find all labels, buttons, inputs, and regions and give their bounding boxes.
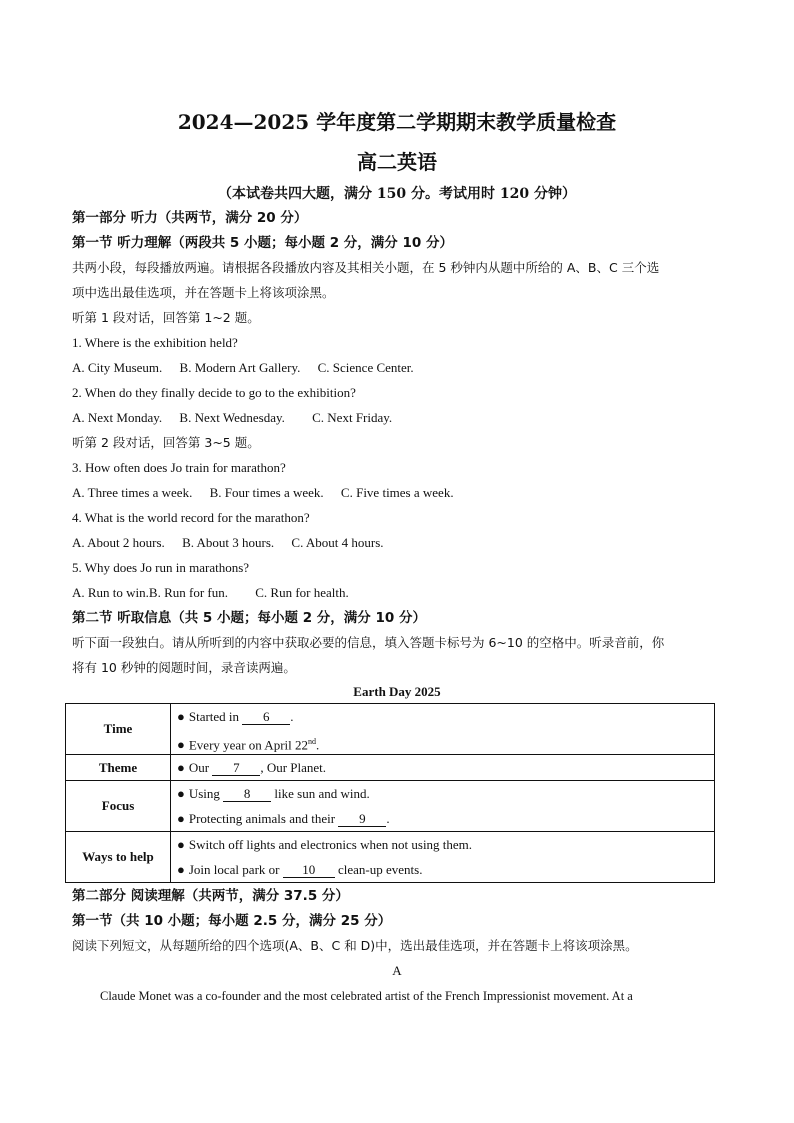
help-l2-end: clean-up events.: [334, 862, 423, 877]
row-value-focus: [171, 781, 715, 832]
row-label-focus: Focus: [66, 781, 171, 832]
ordinal-suffix: nd: [308, 737, 316, 746]
time-line-2: [177, 729, 714, 754]
help-l2-text: Join local park or: [188, 862, 283, 877]
question-5-options: [72, 585, 349, 601]
section2-heading: 第二节 听取信息（共 5 小题；每小题 2 分，满分 10 分）: [72, 610, 426, 626]
row-value-time: [171, 704, 715, 755]
time-l2-end: .: [316, 737, 320, 753]
focus-l2-end: .: [386, 811, 390, 826]
section1-instruction-line2: 项中选出最佳选项，并在答题卡上将该项涂黑。: [72, 285, 335, 300]
option-3c: C. Five times a week.: [340, 485, 454, 500]
bullet-icon: ●: [177, 709, 185, 724]
option-4b: B. About 3 hours.: [182, 535, 275, 550]
table-row-time: [66, 704, 715, 755]
part1-heading: 第一部分 听力（共两节，满分 20 分）: [72, 210, 308, 226]
question-4-options: [72, 535, 384, 551]
question-1: 1. Where is the exhibition held?: [72, 335, 238, 350]
option-2c: C. Next Friday.: [312, 410, 393, 425]
option-3b: B. Four times a week.: [209, 485, 324, 500]
table-title: Earth Day 2025: [353, 684, 441, 699]
focus-line-2: [177, 806, 714, 831]
question-3-options: [72, 485, 454, 501]
question-5: 5. Why does Jo run in marathons?: [72, 560, 250, 575]
option-5c: C. Run for health.: [255, 585, 349, 600]
question-4: 4. What is the world record for the marathon?: [72, 510, 310, 525]
time-l1-text: Started in: [188, 709, 243, 724]
row-value-theme: [171, 755, 715, 781]
option-1c: C. Science Center.: [317, 360, 414, 375]
section1-heading: 第一节 听力理解（两段共 5 小题；每小题 2 分，满分 10 分）: [72, 235, 453, 251]
help-line-2: [177, 857, 714, 882]
focus-l1-end: like sun and wind.: [271, 786, 370, 801]
exam-subject: 高二英语: [357, 150, 437, 174]
bullet-icon: ●: [177, 837, 185, 852]
passage-label: A: [392, 963, 402, 978]
table-row-focus: [66, 781, 715, 832]
row-label-theme: Theme: [66, 755, 171, 781]
focus-l1-text: Using: [188, 786, 224, 801]
dialog2-intro: 听第 2 段对话，回答第 3~5 题。: [72, 435, 260, 450]
theme-line: [177, 755, 714, 780]
time-l2-text: Every year on April 22: [188, 737, 308, 753]
option-1b: B. Modern Art Gallery.: [179, 360, 301, 375]
option-2a: A. Next Monday.: [72, 410, 163, 425]
table-row-ways: [66, 832, 715, 883]
bullet-icon: ●: [177, 786, 185, 801]
option-4a: A. About 2 hours.: [72, 535, 165, 550]
theme-text: Our: [188, 760, 213, 775]
bullet-icon: ●: [177, 811, 185, 826]
answer-blank-9: 9: [338, 812, 386, 827]
section2-instruction-line2: 将有 10 秒钟的阅题时间，录音读两遍。: [72, 660, 296, 675]
bullet-icon: ●: [177, 760, 185, 775]
option-5b: B. Run for fun.: [148, 585, 229, 600]
option-2b: B. Next Wednesday.: [179, 410, 285, 425]
question-1-options: [72, 360, 414, 376]
answer-blank-10: 10: [283, 863, 335, 878]
row-label-time: Time: [66, 704, 171, 755]
answer-blank-6: 6: [242, 710, 290, 725]
answer-blank-8: 8: [223, 787, 271, 802]
row-label-ways: Ways to help: [66, 832, 171, 883]
focus-l2-text: Protecting animals and their: [188, 811, 339, 826]
part2-heading: 第二部分 阅读理解（共两节，满分 37.5 分）: [72, 888, 349, 904]
theme-end: , Our Planet.: [260, 760, 327, 775]
bullet-icon: ●: [177, 862, 185, 877]
table-row-theme: [66, 755, 715, 781]
part2-instruction: 阅读下列短文，从每题所给的四个选项(A、B、C 和 D)中，选出最佳选项，并在答题卡上将该项涂黑。: [72, 938, 638, 953]
earth-day-table: [65, 703, 715, 883]
question-2-options: [72, 410, 392, 426]
section1-instruction-line1: 共两小段，每段播放两遍。请根据各段播放内容及其相关小题，在 5 秒钟内从题中所给的 A、B、C 三个选: [72, 260, 660, 275]
time-line-1: [177, 704, 714, 729]
help-l1-text: Switch off lights and electronics when not using them.: [188, 837, 473, 852]
part2-section1-heading: 第一节（共 10 小题；每小题 2.5 分，满分 25 分）: [72, 913, 392, 929]
row-value-ways: [171, 832, 715, 883]
time-l1-end: .: [290, 709, 294, 724]
section2-instruction-line1: 听下面一段独白。请从所听到的内容中获取必要的信息，填入答题卡标号为 6~10 的空格中。听录音前，你: [72, 635, 665, 650]
bullet-icon: ●: [177, 737, 185, 753]
question-2: 2. When do they finally decide to go to the exhibition?: [72, 385, 356, 400]
focus-line-1: [177, 781, 714, 806]
option-3a: A. Three times a week.: [72, 485, 193, 500]
exam-note: （本试卷共四大题，满分 150 分。考试用时 120 分钟）: [218, 186, 576, 202]
option-4c: C. About 4 hours.: [291, 535, 384, 550]
option-1a: A. City Museum.: [72, 360, 163, 375]
question-3: 3. How often does Jo train for marathon?: [72, 460, 286, 475]
exam-title: 2024—2025 学年度第二学期期末教学质量检查: [177, 110, 617, 134]
dialog1-intro: 听第 1 段对话，回答第 1~2 题。: [72, 310, 260, 325]
option-5a: A. Run to win.: [72, 585, 149, 600]
help-line-1: [177, 832, 714, 857]
passage-first-line: Claude Monet was a co-founder and the most celebrated artist of the French Impressionist movement. At a: [100, 989, 633, 1003]
answer-blank-7: 7: [212, 761, 260, 776]
